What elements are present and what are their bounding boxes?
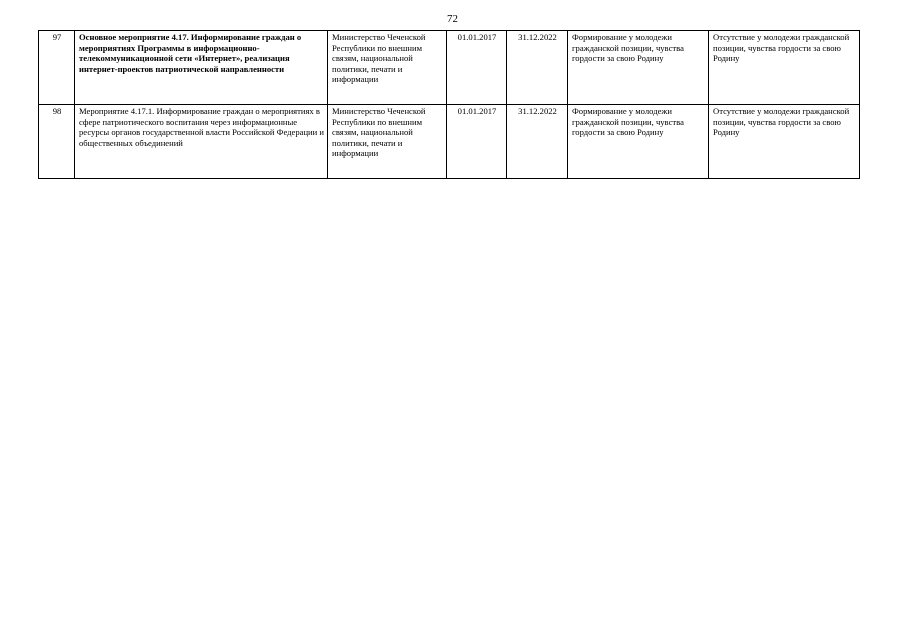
- end-date: 31.12.2022: [507, 31, 568, 105]
- non-implementation-consequence: Отсутствие у молодежи гражданской позиции, чувства гордости за свою Родину: [709, 105, 860, 179]
- non-implementation-consequence: Отсутствие у молодежи гражданской позиции, чувства гордости за свою Родину: [709, 31, 860, 105]
- end-date: 31.12.2022: [507, 105, 568, 179]
- executor: Министерство Чеченской Республики по внешним связям, национальной политики, печати и информации: [328, 105, 447, 179]
- table-row: [39, 105, 860, 179]
- event-name: Основное мероприятие 4.17. Информирование граждан о мероприятиях Программы в информационно-телекоммуникационной сети «Интернет», реализация интернет-проектов патриотической направленности: [75, 31, 328, 105]
- page-number: 72: [447, 13, 458, 25]
- row-number: 97: [39, 31, 75, 105]
- executor: Министерство Чеченской Республики по внешним связям, национальной политики, печати и информации: [328, 31, 447, 105]
- row-number: 98: [39, 105, 75, 179]
- expected-result: Формирование у молодежи гражданской позиции, чувства гордости за свою Родину: [568, 105, 709, 179]
- event-name: Мероприятие 4.17.1. Информирование граждан о мероприятиях в сфере патриотического воспитания через информационные ресурсы органов государственной власти Российской Федерации и общественных объединений: [75, 105, 328, 179]
- start-date: 01.01.2017: [447, 105, 507, 179]
- table-row: [39, 31, 860, 105]
- program-table: [38, 30, 860, 179]
- start-date: 01.01.2017: [447, 31, 507, 105]
- expected-result: Формирование у молодежи гражданской позиции, чувства гордости за свою Родину: [568, 31, 709, 105]
